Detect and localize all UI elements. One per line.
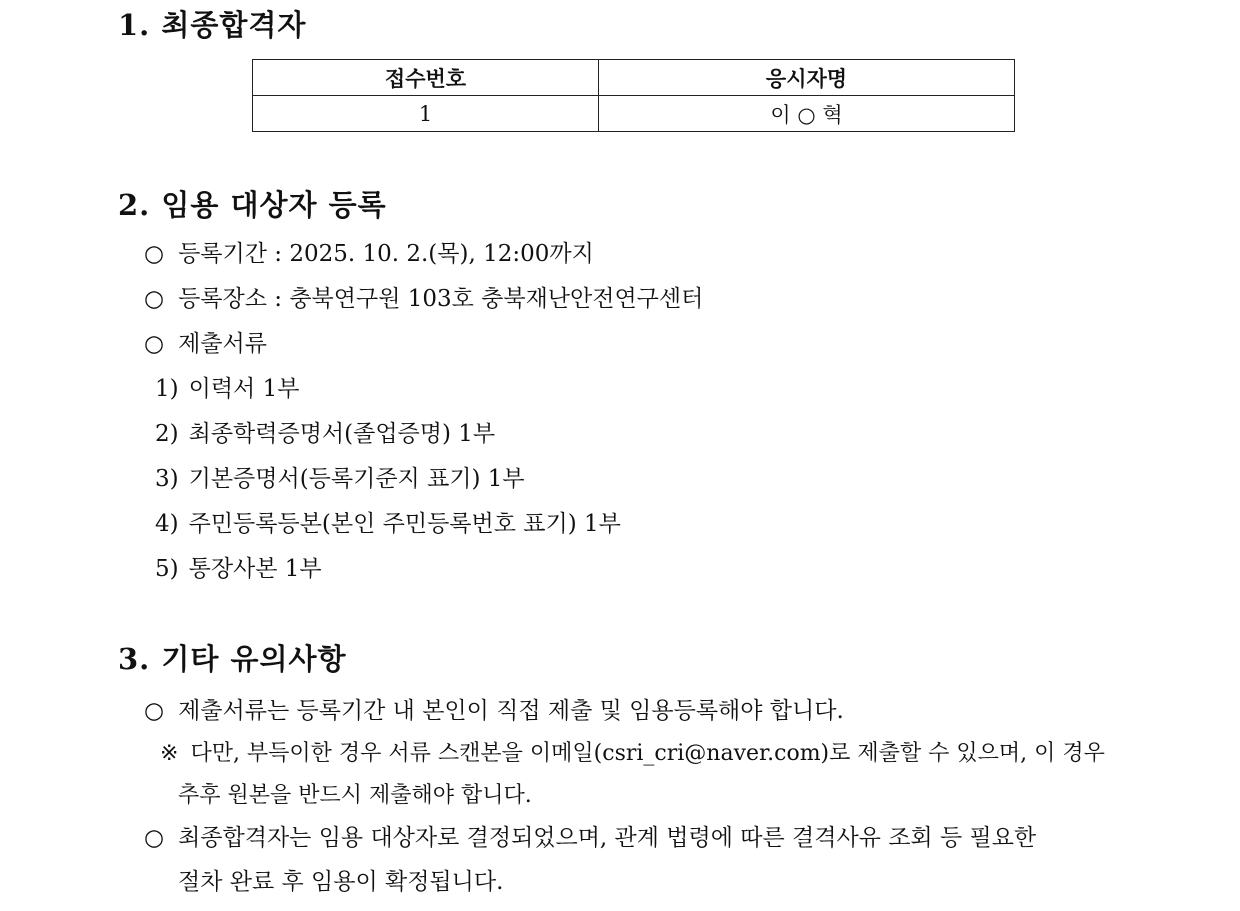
section-3-title: 3. 기타 유의사항 [118, 642, 347, 676]
list-item-number: 3) [155, 466, 179, 492]
final-candidates-table [252, 59, 1015, 132]
note-1-text: 제출서류는 등록기간 내 본인이 직접 제출 및 임용등록해야 합니다. [178, 698, 844, 724]
list-item-number: 2) [155, 421, 179, 447]
registration-period [144, 239, 594, 269]
note-3-line-1-text: 최종합격자는 임용 대상자로 결정되었으며, 관계 법령에 따른 결격사유 조회 등 필요한 [178, 825, 1037, 851]
registration-place-text: 등록장소 : 충북연구원 103호 충북재난안전연구센터 [178, 286, 704, 312]
section-2-title: 2. 임용 대상자 등록 [118, 188, 387, 222]
note-3-line-2: 절차 완료 후 임용이 확정됩니다. [178, 869, 504, 895]
list-item [155, 509, 621, 539]
circle-bullet-icon: ○ [144, 331, 165, 357]
table-header-row [253, 60, 1015, 96]
list-item-text: 기본증명서(등록기준지 표기) 1부 [188, 466, 525, 492]
note-1 [144, 696, 844, 726]
column-header-candidate-name: 응시자명 [599, 60, 1015, 96]
list-item-number: 5) [155, 556, 179, 582]
list-item-text: 이력서 1부 [188, 376, 300, 402]
list-item [155, 554, 322, 584]
list-item [155, 419, 495, 449]
note-3-line-1 [144, 823, 1036, 853]
documents-label-text: 제출서류 [178, 331, 267, 357]
cell-application-number: 1 [253, 96, 599, 132]
circle-bullet-icon: ○ [144, 698, 165, 724]
documents-label [144, 329, 267, 359]
registration-place [144, 284, 703, 314]
list-item-number: 4) [155, 511, 179, 537]
list-item-text: 통장사본 1부 [188, 556, 322, 582]
list-item-text: 주민등록등본(본인 주민등록번호 표기) 1부 [188, 511, 621, 537]
table-row [253, 96, 1015, 132]
circle-bullet-icon: ○ [144, 286, 165, 312]
list-item [155, 374, 299, 404]
list-item [155, 464, 525, 494]
column-header-application-number: 접수번호 [253, 60, 599, 96]
circle-bullet-icon: ○ [144, 825, 165, 851]
cell-candidate-name: 이 ○ 혁 [599, 96, 1015, 132]
note-2-line-1-text: 다만, 부득이한 경우 서류 스캔본을 이메일(csri_cri@naver.com)로 제출할 수 있으며, 이 경우 [190, 741, 1105, 766]
list-item-number: 1) [155, 376, 179, 402]
section-1-title: 1. 최종합격자 [118, 8, 307, 42]
registration-period-text: 등록기간 : 2025. 10. 2.(목), 12:00까지 [178, 241, 594, 267]
note-2-line-1 [160, 739, 1105, 769]
circle-bullet-icon: ○ [144, 241, 165, 267]
note-2-line-2: 추후 원본을 반드시 제출해야 합니다. [178, 783, 532, 808]
list-item-text: 최종학력증명서(졸업증명) 1부 [188, 421, 496, 447]
reference-mark-icon: ※ [160, 741, 179, 766]
